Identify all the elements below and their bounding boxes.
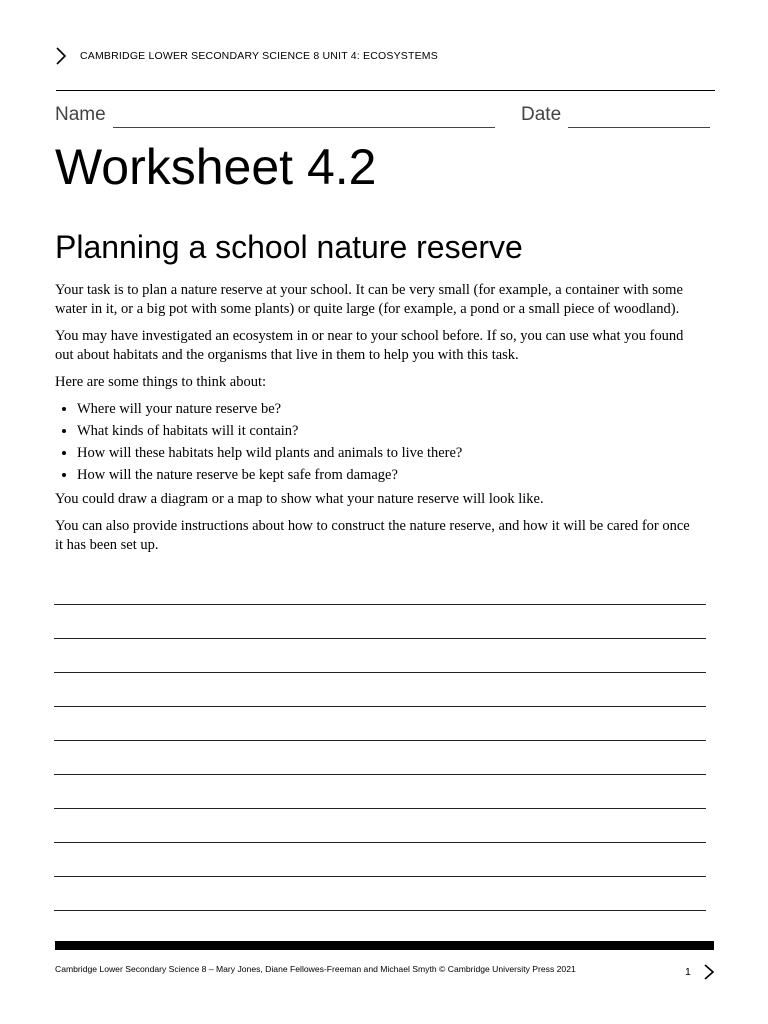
running-title: CAMBRIDGE LOWER SECONDARY SCIENCE 8 UNIT 4: ECOSYSTEMS <box>80 50 438 62</box>
name-date-row <box>55 104 715 132</box>
answer-line[interactable] <box>54 876 706 877</box>
task-instructions <box>55 281 695 563</box>
bullet-list <box>55 400 695 485</box>
intro-paragraph: Your task is to plan a nature reserve at your school. It can be very small (for example, a container with some water in it, or a big pot with some plants) or quite large (for example, a pond or a small piece of woodland). <box>55 282 683 317</box>
instructions-paragraph: You can also provide instructions about how to construct the nature reserve, and how it will be cared for once it has been set up. <box>55 518 690 553</box>
date-label: Date <box>521 104 562 125</box>
answer-line[interactable] <box>54 638 706 639</box>
name-label: Name <box>55 104 106 125</box>
list-item: • What kinds of habitats will it contain? <box>77 422 695 441</box>
diagram-paragraph: You could draw a diagram or a map to show what your nature reserve will look like. <box>55 491 544 507</box>
chevron-right-icon <box>703 963 715 981</box>
context-paragraph: You may have investigated an ecosystem in or near to your school before. If so, you can use what you found out about habitats and the organisms that live in them to help you with this task. <box>55 328 684 363</box>
date-field[interactable] <box>568 127 710 128</box>
worksheet-title: Worksheet 4.2 <box>55 139 377 195</box>
chevron-right-icon <box>54 46 68 66</box>
prompt-paragraph: Here are some things to think about: <box>55 374 267 390</box>
answer-line[interactable] <box>54 842 706 843</box>
header-divider <box>56 90 715 91</box>
answer-line[interactable] <box>54 672 706 673</box>
running-header <box>54 46 714 66</box>
footer-bar <box>55 941 714 950</box>
answer-line[interactable] <box>54 808 706 809</box>
answer-line[interactable] <box>54 604 706 605</box>
list-item: • Where will your nature reserve be? <box>77 400 695 419</box>
page-number: 1 <box>685 966 691 978</box>
footer-credit: Cambridge Lower Secondary Science 8 – Mary Jones, Diane Fellowes-Freeman and Michael Smyth © Cambridge University Press 2021 <box>55 964 576 974</box>
answer-line[interactable] <box>54 774 706 775</box>
answer-line[interactable] <box>54 706 706 707</box>
worksheet-subtitle: Planning a school nature reserve <box>55 229 523 265</box>
list-item: • How will these habitats help wild plants and animals to live there? <box>77 444 695 463</box>
answer-line[interactable] <box>54 910 706 911</box>
list-item: • How will the nature reserve be kept safe from damage? <box>77 466 695 485</box>
name-field[interactable] <box>113 127 495 128</box>
answer-line[interactable] <box>54 740 706 741</box>
answer-area[interactable] <box>54 604 706 944</box>
